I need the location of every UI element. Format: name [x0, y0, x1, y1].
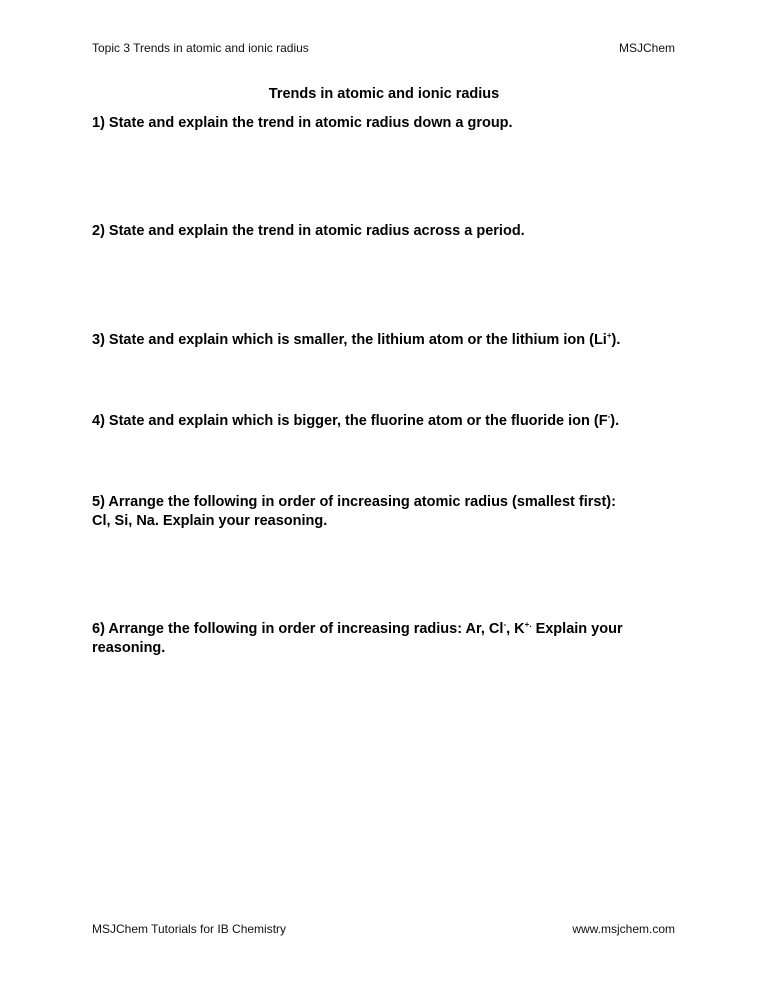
question-4 [92, 412, 682, 431]
question-1 [92, 114, 682, 133]
footer-tutorials: MSJChem Tutorials for IB Chemistry [92, 922, 287, 936]
question-4-end: ). [610, 413, 620, 429]
lithium-ion-charge: + [606, 331, 612, 340]
header-brand: MSJChem [618, 41, 675, 55]
question-3-end: ). [611, 332, 621, 348]
question-6-text-3: Explain your reasoning. [92, 621, 623, 656]
fluoride-ion-charge: - [607, 412, 611, 421]
question-2 [92, 222, 682, 241]
question-5-line-1: 5) Arrange the following in order of increasing atomic radius (smallest first): [92, 494, 616, 510]
page-title: Trends in atomic and ionic radius [268, 86, 500, 102]
question-1-text: 1) State and explain the trend in atomic radius down a group. [92, 115, 513, 131]
chloride-ion-charge: - [503, 620, 507, 629]
question-3-text: 3) State and explain which is smaller, the lithium atom or the lithium ion (Li [92, 332, 607, 348]
question-4-text: 4) State and explain which is bigger, the fluorine atom or the fluoride ion (F [92, 413, 608, 429]
header-topic: Topic 3 Trends in atomic and ionic radius [92, 41, 309, 55]
question-5 [92, 493, 682, 531]
question-6 [92, 620, 682, 658]
question-6-text: 6) Arrange the following in order of increasing radius: Ar, Cl [92, 621, 504, 637]
question-2-text: 2) State and explain the trend in atomic radius across a period. [92, 223, 525, 239]
footer-website: www.msjchem.com [572, 922, 675, 936]
potassium-ion-charge: +. [524, 620, 532, 629]
question-3 [92, 331, 682, 350]
question-5-line-2: Cl, Si, Na. Explain your reasoning. [92, 513, 328, 529]
question-6-text-2: , K [506, 621, 525, 637]
